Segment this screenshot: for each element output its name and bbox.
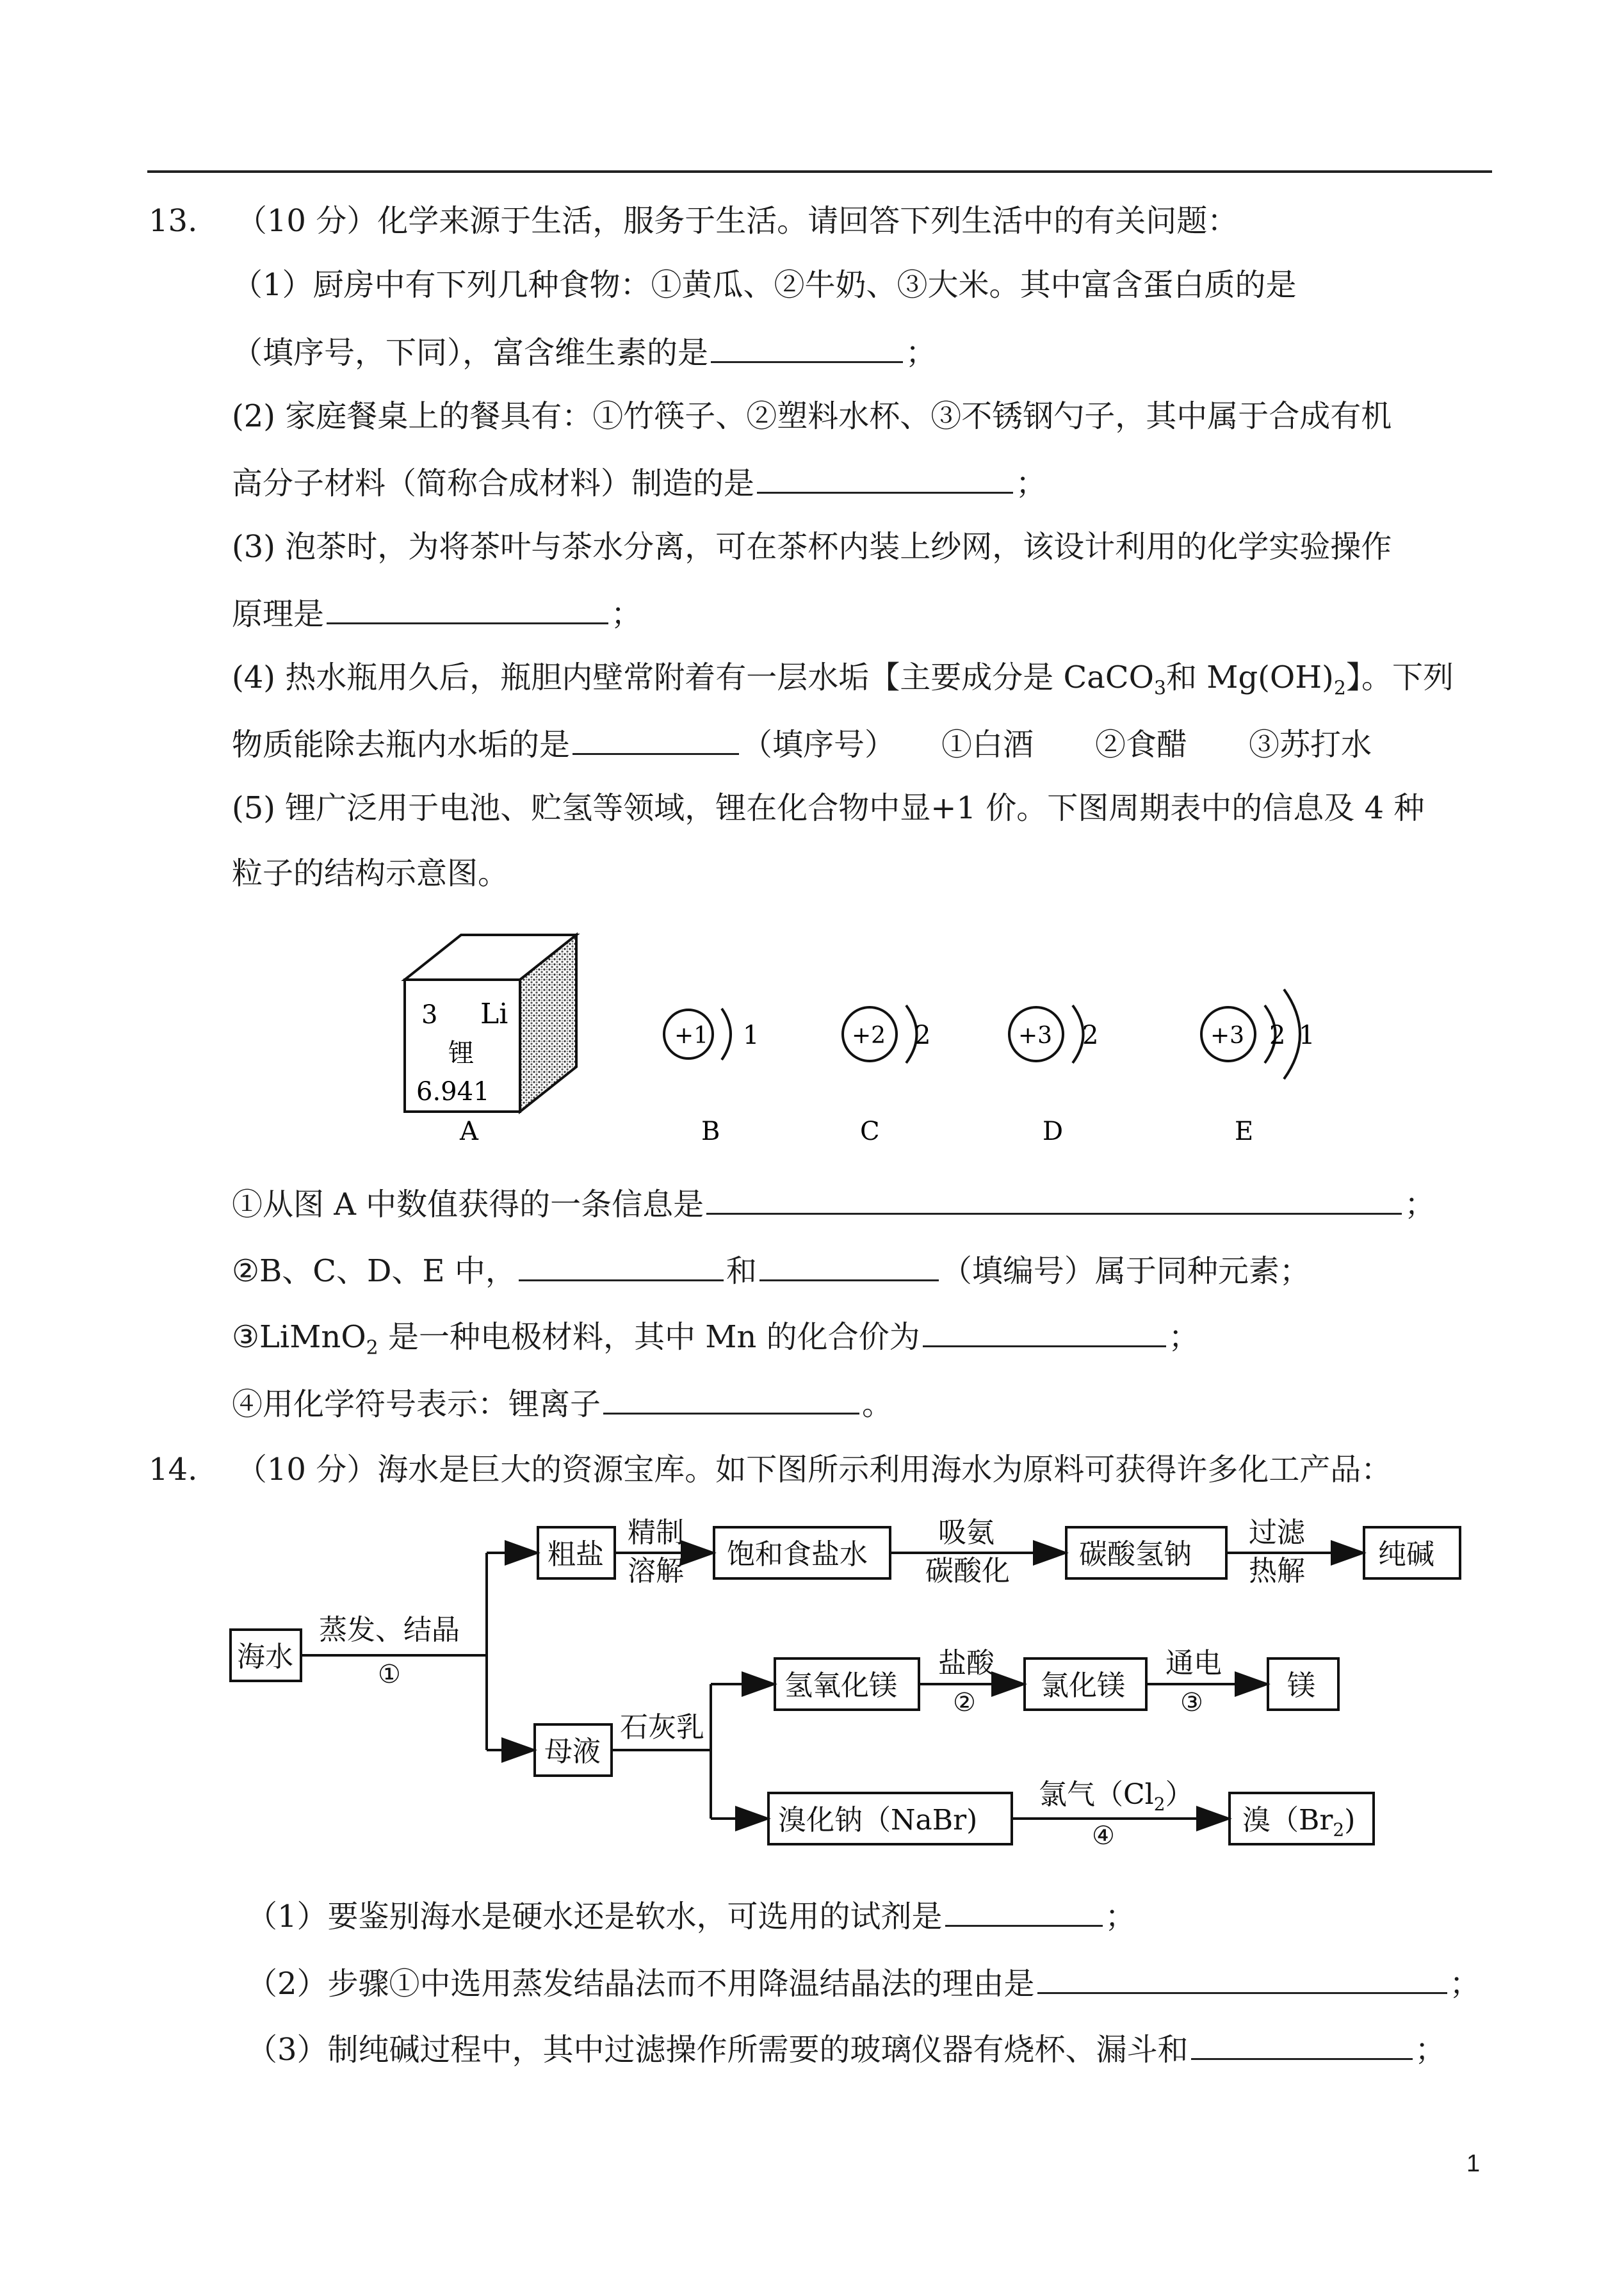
atom-d (1009, 1005, 1098, 1146)
label-br2: 溴$(Br_2)$ (1242, 1804, 1356, 1840)
punct: ； (1404, 1187, 1436, 1222)
nucleus-charge: +3 (1210, 1023, 1245, 1049)
label-brine: 饱和食盐水 (727, 1538, 868, 1571)
q14-sub3-text: （3）制纯碱过程中，其中过滤操作所需要的玻璃仪器有烧杯、漏斗和 (247, 2032, 1189, 2068)
answer-blank-valence[interactable] (923, 1316, 1166, 1347)
q13-p4-text-mid: 和 Mg(OH) (1166, 660, 1334, 695)
q13-p4-line1 (232, 658, 1454, 708)
punct: ； (1449, 1966, 1481, 2002)
label-mg-chloride: 氯化镁 (1041, 1669, 1125, 1702)
punct: ； (905, 335, 937, 371)
label-lime-milk: 石灰乳 (620, 1711, 704, 1744)
q14-stem-line (149, 1450, 1392, 1489)
answer-blank-li-ion[interactable] (603, 1383, 859, 1415)
label-soda: 纯碱 (1378, 1538, 1434, 1571)
label-mg-hydroxide: 氢氧化镁 (784, 1669, 897, 1702)
shell-electrons: 1 (743, 1021, 759, 1050)
label-evaporate: 蒸发、结晶 (319, 1614, 460, 1646)
nucleus-charge: +1 (674, 1023, 709, 1049)
q13-sub3-text-mid: 是一种电极材料，其中 Mn 的化合价为 (378, 1319, 920, 1355)
q13-p1-line1 (232, 266, 1297, 304)
label-hcl: 盐酸 (938, 1647, 995, 1680)
q13-sub2-end: （填编号）属于同种元素； (941, 1253, 1310, 1289)
q13-p4-text: (4) 热水瓶用久后，瓶胆内壁常附着有一层水垢【主要成分是 CaCO (232, 660, 1154, 695)
label-electrolysis: 通电 (1165, 1647, 1222, 1680)
q13-sub2-text: ②B、C、D、E 中， (232, 1253, 516, 1289)
q14-number: 14. (149, 1452, 198, 1488)
label-dissolve: 溶解 (628, 1555, 684, 1587)
q13-p4-text2: 物质能除去瓶内水垢的是 (232, 727, 571, 763)
q13-sub4-line (232, 1383, 893, 1423)
shell-electrons-outer: 1 (1299, 1021, 1315, 1050)
q13-number: 13. (149, 203, 198, 239)
q13-p4-line2 (232, 724, 1372, 764)
q14-sub3-line (247, 2029, 1446, 2069)
element-symbol: Li (480, 998, 508, 1030)
punct: ； (1105, 1899, 1136, 1934)
atom-e (1201, 989, 1315, 1146)
answer-blank-vitamin[interactable] (711, 332, 903, 363)
q13-p4-text-end: 】。下列 (1345, 660, 1454, 695)
q13-sub2-and: 和 (726, 1253, 757, 1289)
answer-blank-reagent[interactable] (945, 1895, 1103, 1927)
element-name: 锂 (448, 1039, 474, 1068)
atomic-number: 3 (421, 1000, 438, 1030)
answer-blank-info[interactable] (706, 1183, 1402, 1215)
figure-label-c: C (860, 1117, 880, 1146)
nucleus-charge: +2 (852, 1023, 886, 1049)
q13-sub3-line (232, 1316, 1199, 1368)
page-number: 1 (1466, 2150, 1481, 2177)
figure-label-a: A (460, 1117, 478, 1146)
answer-blank-same-element-1[interactable] (519, 1250, 724, 1281)
label-filter: 过滤 (1249, 1516, 1305, 1549)
q14-stem: （10 分）海水是巨大的资源宝库。如下图所示利用海水为原料可获得许多化工产品： (236, 1452, 1392, 1488)
q13-p3-line2 (232, 593, 642, 633)
q13-p5-text: (5) 锂广泛用于电池、贮氢等领域，锂在化合物中显+1 价。下图周期表中的信息及 4 种 (232, 790, 1425, 826)
answer-blank-scale[interactable] (572, 724, 739, 755)
answer-blank-same-element-2[interactable] (759, 1250, 939, 1281)
atomic-mass: 6.941 (416, 1077, 490, 1107)
label-pyrolysis: 热解 (1249, 1555, 1305, 1587)
q13-stem: （10 分）化学来源于生活，服务于生活。请回答下列生活中的有关问题： (236, 203, 1238, 239)
label-nabr: 溴化钠（NaBr) (778, 1804, 978, 1837)
q14-sub2-line (247, 1963, 1481, 2003)
label-refine: 精制 (628, 1516, 684, 1549)
punct: 。 (862, 1386, 893, 1422)
punct: ； (1168, 1319, 1199, 1355)
label-step4: ④ (1092, 1821, 1115, 1851)
figure-label-b: B (701, 1117, 720, 1146)
punct: ； (1415, 2032, 1446, 2068)
q13-sub1-text: ①从图 A 中数值获得的一条信息是 (232, 1187, 704, 1222)
q13-p5-line2 (232, 854, 508, 893)
label-step3: ③ (1180, 1688, 1203, 1717)
q14-sub1-text: （1）要鉴别海水是硬水还是软水，可选用的试剂是 (247, 1899, 943, 1934)
label-step2: ② (953, 1688, 976, 1717)
q13-p3-text2: 原理是 (232, 596, 325, 632)
q13-p4-options: （填序号） ①白酒 ②食醋 ③苏打水 (742, 727, 1372, 763)
figure-label-d: D (1043, 1117, 1064, 1146)
q13-p2-text2: 高分子材料（简称合成材料）制造的是 (232, 466, 755, 501)
seawater-flowchart (218, 1505, 1486, 1863)
q13-p3-line1 (232, 528, 1392, 566)
label-step1: ① (378, 1660, 401, 1689)
header-rule (147, 170, 1492, 173)
shell-electrons: 2 (1082, 1021, 1099, 1050)
shell-electrons-inner: 2 (1269, 1021, 1286, 1050)
q13-p2-line2 (232, 462, 1046, 503)
subscript: 2 (1333, 677, 1346, 700)
shell-electrons: 2 (914, 1021, 931, 1050)
q13-p5-text2: 粒子的结构示意图。 (232, 856, 509, 891)
atom-c (843, 1005, 930, 1146)
q14-sub2-text: （2）步骤①中选用蒸发结晶法而不用降温结晶法的理由是 (247, 1966, 1035, 2002)
atom-structure-figure (384, 922, 1345, 1153)
label-bicarbonate: 碳酸氢钠 (1079, 1538, 1192, 1571)
q13-sub1-line (232, 1183, 1435, 1224)
label-chlorine: 氯气$(Cl_2)$ (1039, 1778, 1194, 1815)
answer-blank-synthetic[interactable] (757, 462, 1013, 494)
q13-sub2-line (232, 1250, 1310, 1290)
answer-blank-instrument[interactable] (1191, 2029, 1413, 2060)
q13-sub4-text: ④用化学符号表示：锂离子 (232, 1386, 601, 1422)
q13-p2-line1 (232, 397, 1392, 435)
subscript: 3 (1153, 677, 1167, 700)
q14-sub1-line (247, 1895, 1136, 1936)
q13-stem-line (149, 202, 1238, 240)
q13-p5-line1 (232, 789, 1424, 827)
label-mother-liquor: 母液 (544, 1735, 601, 1768)
label-mg: 镁 (1287, 1669, 1315, 1702)
label-carbonate: 碳酸化 (925, 1555, 1010, 1587)
label-absorb: 吸氨 (938, 1516, 995, 1549)
periodic-cell-li (405, 935, 576, 1112)
label-crude-salt: 粗盐 (548, 1538, 604, 1571)
q13-sub3-text: ③LiMnO (232, 1319, 366, 1355)
q13-p1-text: （1）厨房中有下列几种食物：①黄瓜、②牛奶、③大米。其中富含蛋白质的是 (232, 267, 1297, 303)
answer-blank-reason[interactable] (1037, 1963, 1447, 1994)
label-seawater: 海水 (237, 1641, 293, 1673)
atom-b (664, 1009, 759, 1146)
q13-p1-line2 (232, 332, 936, 372)
subscript: 2 (366, 1336, 378, 1359)
q13-p1-text2: （填序号，下同），富含维生素的是 (232, 335, 709, 371)
answer-blank-principle[interactable] (327, 593, 608, 624)
figure-label-e: E (1235, 1117, 1254, 1146)
punct: ； (611, 596, 642, 632)
punct: ； (1016, 466, 1047, 501)
q13-p3-text: (3) 泡茶时，为将茶叶与茶水分离，可在茶杯内装上纱网，该设计利用的化学实验操作 (232, 529, 1392, 565)
q13-p2-text: (2) 家庭餐桌上的餐具有：①竹筷子、②塑料水杯、③不锈钢勺子，其中属于合成有机 (232, 398, 1392, 434)
nucleus-charge: +3 (1018, 1023, 1053, 1049)
